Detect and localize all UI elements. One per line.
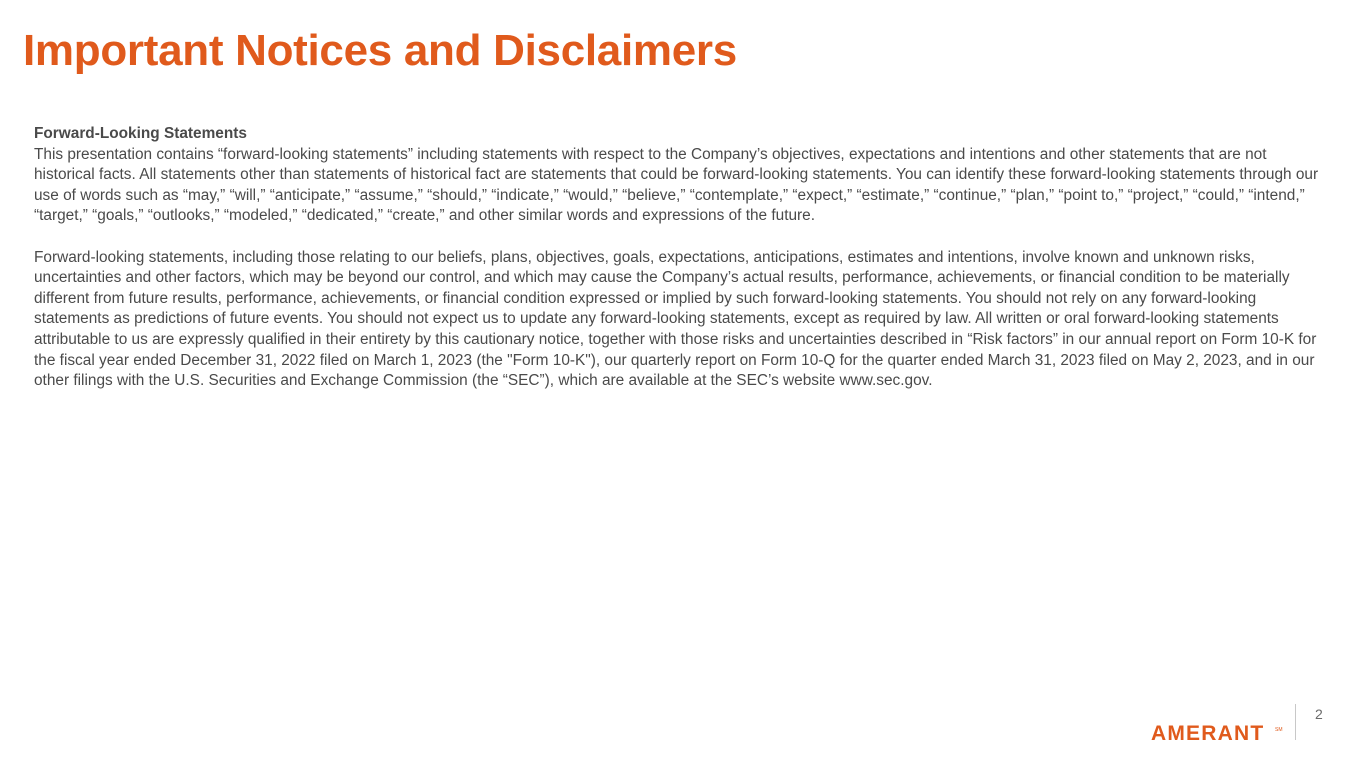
page-number: 2 <box>1315 706 1323 722</box>
amerant-logo <box>1145 720 1295 754</box>
section-heading: Forward-Looking Statements <box>34 125 247 142</box>
slide-title: Important Notices and Disclaimers <box>23 26 737 75</box>
disclaimer-body <box>34 124 1324 412</box>
logo-wordmark: AMERANT <box>1151 722 1265 745</box>
footer <box>1145 706 1365 768</box>
disclaimer-paragraph: Forward-looking statements, including those relating to our beliefs, plans, objectives, goals, expectations, anticipations, estimates and intentions, involve known and unknown risks, uncertainties and other factors, which may be beyond our control, and which may cause the Company’s actual results, performance, achievements, or financial condition to be materially different from future results, performance, achievements, or financial condition expressed or implied by such forward-looking statements. You should not rely on any forward-looking statements as predictions of future events. You should not expect us to update any forward-looking statements, except as required by law. All written or oral forward-looking statements attributable to us are expressly qualified in their entirety by this cautionary notice, together with those risks and uncertainties described in “Risk factors” in our annual report on Form 10-K for the fiscal year ended December 31, 2022 filed on March 1, 2023 (the "Form 10-K"), our quarterly report on Form 10-Q for the quarter ended March 31, 2023 filed on May 2, 2023, and in our other filings with the U.S. Securities and Exchange Commission (the “SEC”), which are available at the SEC’s website www.sec.gov. <box>34 248 1317 390</box>
disclaimer-paragraph: This presentation contains “forward-looking statements” including statements with respect to the Company’s objectives, expectations and intentions and other statements that are not historical facts. All statements other than statements of historical fact are statements that could be forward-looking statements. You can identify these forward-looking statements through our use of words such as “may,” “will,” “anticipate,” “assume,” “should,” “indicate,” “would,” “believe,” “contemplate,” “expect,” “estimate,” “continue,” “plan,” “point to,” “project,” “could,” “intend,” “target,” “goals,” “outlooks,” “modeled,” “dedicated,” “create,” and other similar words and expressions of the future. <box>34 145 1319 225</box>
footer-divider <box>1295 704 1296 740</box>
logo-servicemark: SM <box>1275 727 1283 733</box>
